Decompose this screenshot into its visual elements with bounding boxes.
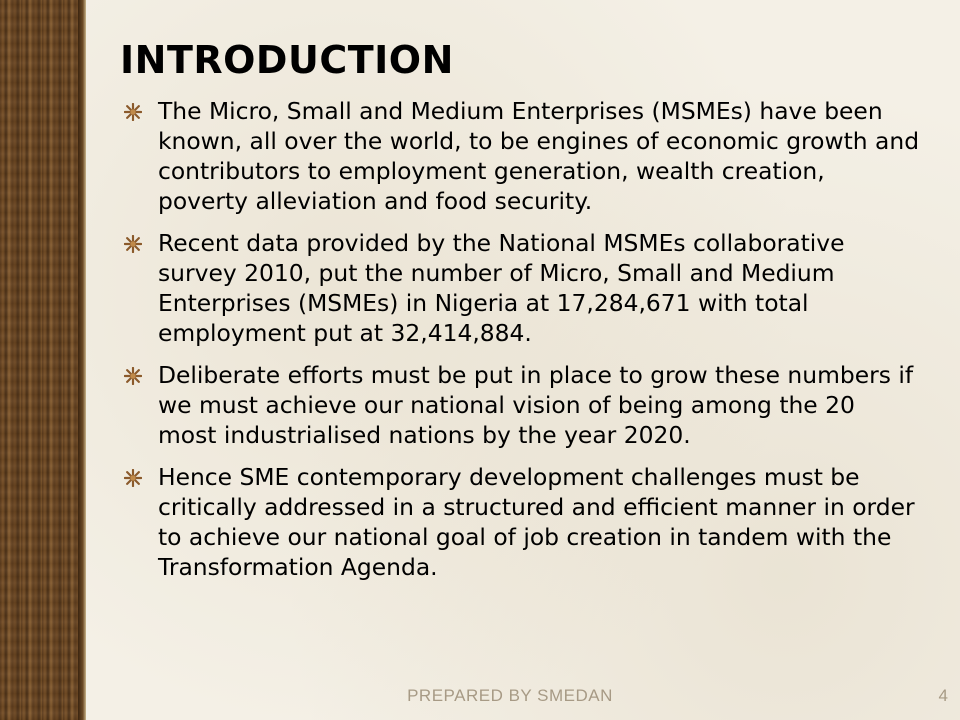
bullet-item-3 [120, 360, 920, 450]
page-number: 4 [938, 686, 948, 705]
star-bullet-icon [124, 469, 142, 487]
bullet-item-4 [120, 462, 920, 582]
panel-edge-decoration [78, 0, 86, 720]
bullet-item-1 [120, 96, 920, 216]
wood-panel-decoration [0, 0, 78, 720]
bullet-item-2 [120, 228, 920, 348]
star-bullet-icon [124, 367, 142, 385]
bullet-text: Recent data provided by the National MSMEs collaborative survey 2010, put the number of Micro, Small and Medium Enterprises (MSMEs) in Nigeria at 17,284,671 with total employment put at 32,414,884. [158, 229, 845, 347]
star-bullet-icon [124, 235, 142, 253]
slide-title: INTRODUCTION [120, 38, 454, 82]
bullet-text: Deliberate efforts must be put in place to grow these numbers if we must achieve our national vision of being among the 20 most industrialised nations by the year 2020. [158, 361, 914, 449]
bullet-list [120, 96, 920, 594]
bullet-text: Hence SME contemporary development challenges must be critically addressed in a structured and efficient manner in order to achieve our national goal of job creation in tandem with the Transformation Agenda. [158, 463, 915, 581]
star-bullet-icon [124, 103, 142, 121]
bullet-text: The Micro, Small and Medium Enterprises (MSMEs) have been known, all over the world, to be engines of economic growth and contributors to employment generation, wealth creation, poverty alleviation and food security. [158, 97, 920, 215]
slide-footer: PREPARED BY SMEDAN [407, 686, 613, 705]
